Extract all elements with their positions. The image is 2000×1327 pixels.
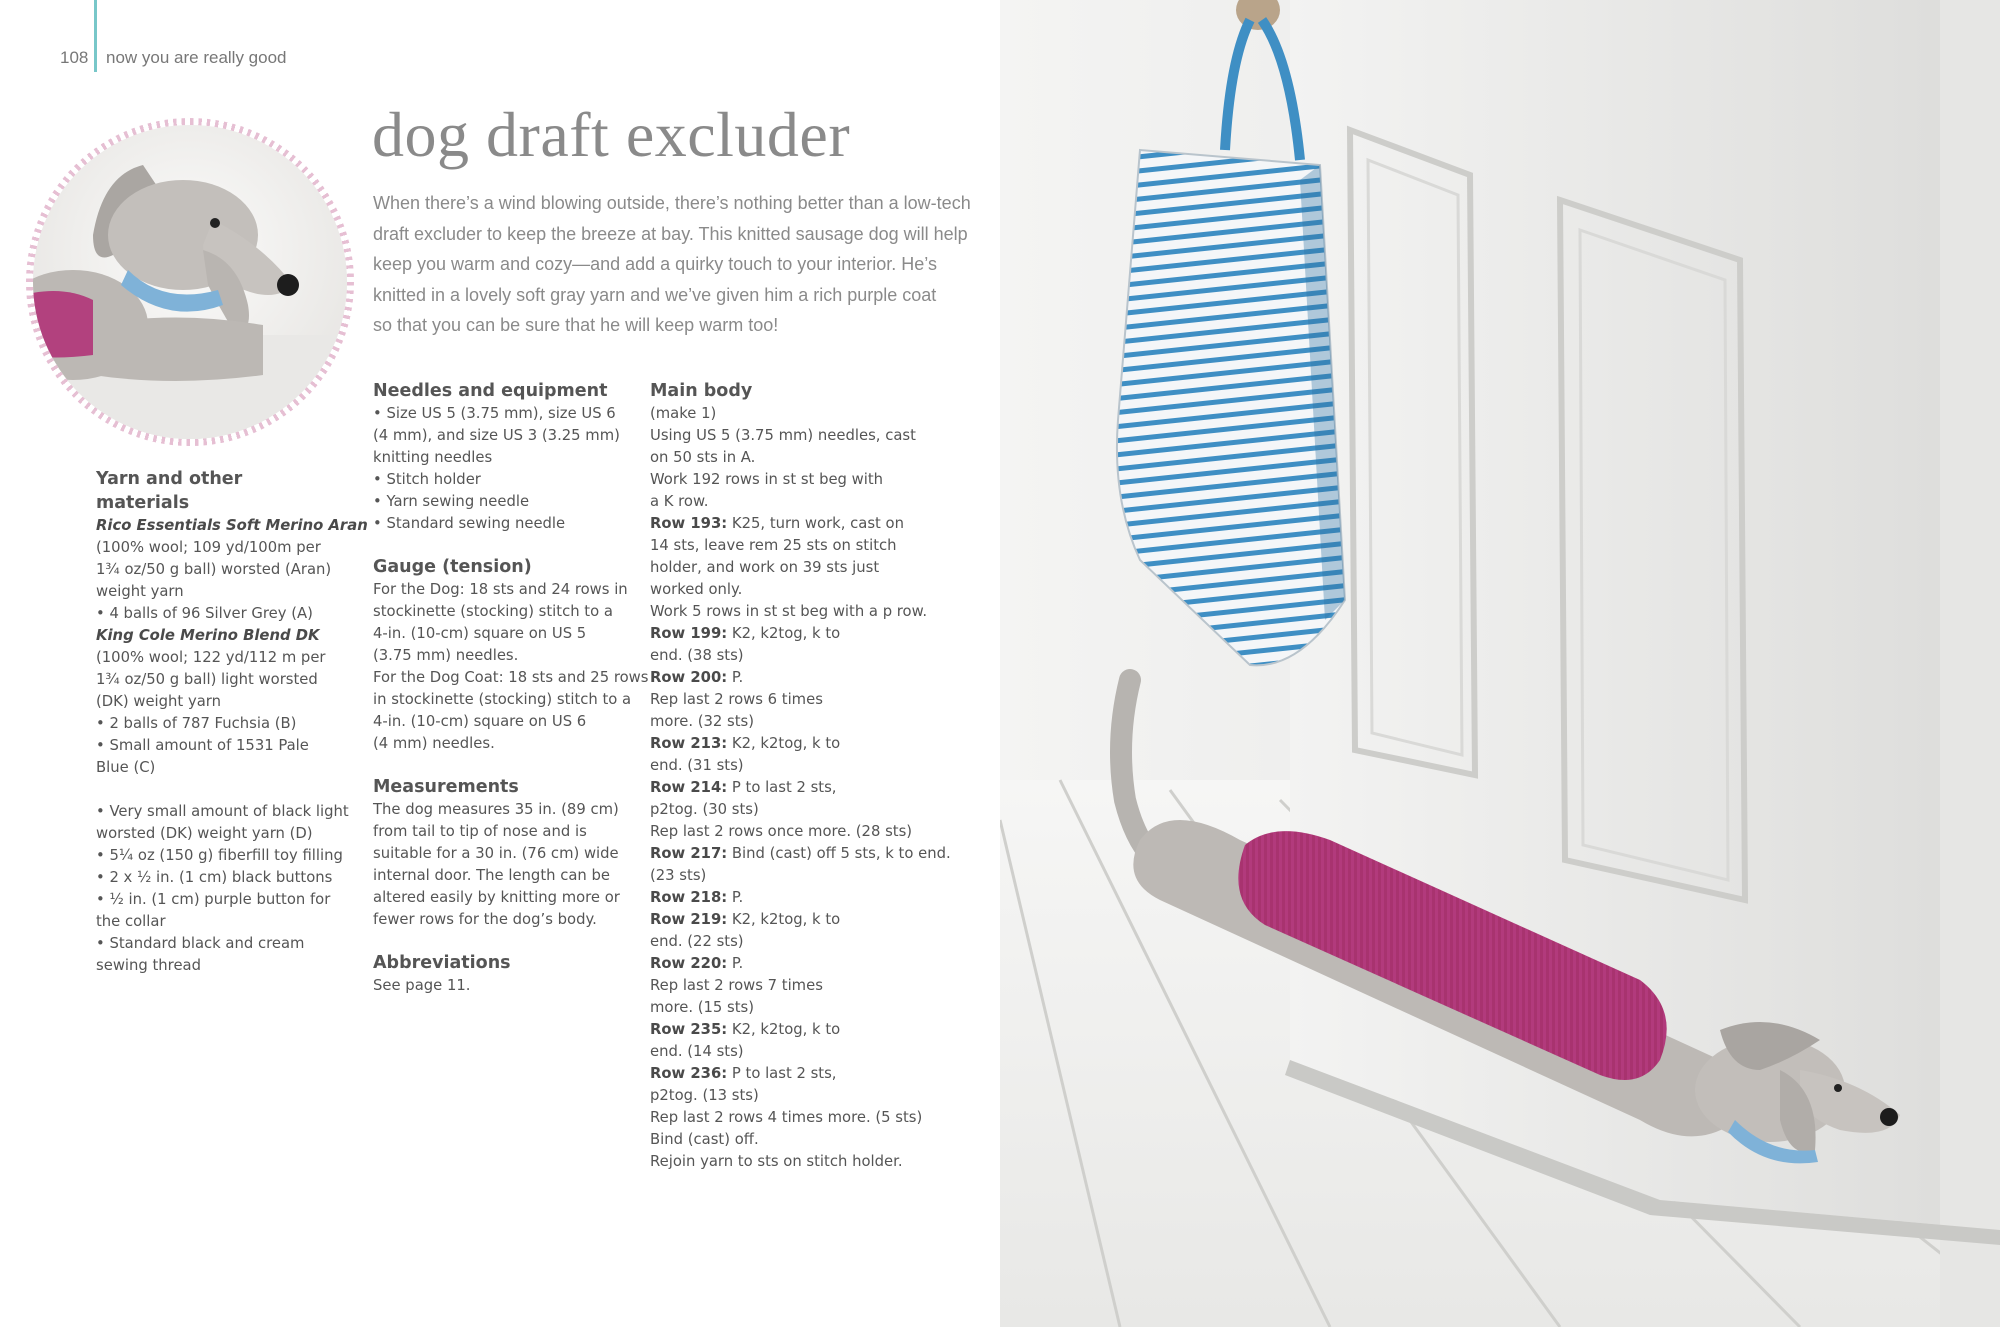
pattern-line	[650, 1129, 940, 1151]
gauge-line: stockinette (stocking) stitch to a	[373, 603, 613, 620]
row-text: Using US 5 (3.75 mm) needles, cast	[650, 427, 916, 444]
pattern-instructions	[650, 403, 951, 1173]
row-text: Rep last 2 rows 6 times	[650, 691, 823, 708]
needles-item: (4 mm), and size US 3 (3.25 mm)	[373, 427, 620, 444]
row-text: (23 sts)	[650, 867, 707, 884]
gauge-line: For the Dog: 18 sts and 24 rows in	[373, 581, 628, 598]
pattern-line	[650, 1151, 940, 1173]
row-label: Row 213:	[650, 735, 728, 752]
measurements-line: internal door. The length can be	[373, 867, 610, 884]
pattern-line	[650, 821, 940, 843]
main-body-column	[650, 379, 951, 1173]
pattern-line	[650, 1085, 940, 1107]
row-label: Row 199:	[650, 625, 728, 642]
pattern-line	[650, 1041, 940, 1063]
running-head: now you are really good	[106, 48, 287, 67]
row-text: more. (32 sts)	[650, 713, 755, 730]
pattern-line	[650, 601, 940, 623]
row-text: Work 192 rows in st st beg with	[650, 471, 884, 488]
material-item: • Standard black and cream	[96, 933, 336, 955]
material-item: • Small amount of 1531 Pale	[96, 735, 336, 757]
intro-paragraph	[373, 188, 971, 341]
pattern-line	[650, 557, 940, 579]
pattern-line	[650, 799, 940, 821]
needles-item: • Size US 5 (3.75 mm), size US 6	[373, 403, 633, 425]
row-text: K25, turn work, cast on	[727, 515, 904, 532]
accent-bar	[94, 0, 97, 72]
row-text: P to last 2 sts,	[727, 779, 837, 796]
row-label: Row 236:	[650, 1065, 728, 1082]
pattern-line	[650, 975, 940, 997]
needles-item: • Stitch holder	[373, 469, 633, 491]
pattern-line	[650, 997, 940, 1019]
pattern-line	[650, 667, 940, 689]
pattern-line	[650, 689, 940, 711]
row-text: K2, k2tog, k to	[727, 1021, 841, 1038]
hero-photo	[1000, 0, 2000, 1327]
main-body-heading: Main body	[650, 381, 753, 401]
row-text: on 50 sts in A.	[650, 449, 756, 466]
pattern-line	[650, 1107, 940, 1129]
materials-column	[96, 467, 368, 977]
yarn-description: (100% wool; 109 yd/100m per	[96, 539, 321, 556]
row-text: Bind (cast) off 5 sts, k to end.	[727, 845, 951, 862]
pattern-line	[650, 535, 940, 557]
dog-head-photo	[33, 125, 347, 439]
yarn-description: 1¾ oz/50 g ball) worsted (Aran)	[96, 561, 332, 578]
row-text: P.	[727, 889, 744, 906]
row-label: Row 200:	[650, 669, 728, 686]
pattern-line	[650, 1063, 940, 1085]
pattern-line	[650, 843, 951, 865]
door-scene-illustration	[1000, 0, 2000, 1327]
row-label: Row 218:	[650, 889, 728, 906]
gauge-line: 4-in. (10-cm) square on US 6	[373, 713, 587, 730]
pattern-line	[650, 513, 940, 535]
needles-item: • Standard sewing needle	[373, 513, 633, 535]
yarn-description: (DK) weight yarn	[96, 693, 221, 710]
equipment-column	[373, 379, 649, 997]
material-item: • 5¼ oz (150 g) fiberfill toy filling	[96, 845, 336, 867]
pattern-line	[650, 887, 940, 909]
gauge-heading: Gauge (tension)	[373, 557, 532, 577]
measurements-line: from tail to tip of nose and is	[373, 823, 587, 840]
row-text: Rep last 2 rows 7 times	[650, 977, 823, 994]
abbreviations-heading: Abbreviations	[373, 953, 511, 973]
yarn-description: 1¾ oz/50 g ball) light worsted	[96, 671, 318, 688]
material-item: • ½ in. (1 cm) purple button for	[96, 889, 336, 911]
measurements-line: fewer rows for the dog’s body.	[373, 911, 597, 928]
row-text: (make 1)	[650, 405, 717, 422]
needles-item: • Yarn sewing needle	[373, 491, 633, 513]
intro-line: so that you can be sure that he will keep warm too!	[373, 315, 779, 335]
row-text: P.	[727, 955, 744, 972]
pattern-line	[650, 469, 940, 491]
row-text: Rep last 2 rows once more. (28 sts)	[650, 823, 913, 840]
material-item: sewing thread	[96, 957, 202, 974]
gauge-line: in stockinette (stocking) stitch to a	[373, 691, 632, 708]
row-text: K2, k2tog, k to	[727, 911, 841, 928]
measurements-line: altered easily by knitting more or	[373, 889, 620, 906]
material-item: • 4 balls of 96 Silver Grey (A)	[96, 603, 336, 625]
measurements-line: suitable for a 30 in. (76 cm) wide	[373, 845, 619, 862]
measurements-heading: Measurements	[373, 777, 519, 797]
pattern-line	[650, 931, 940, 953]
row-text: a K row.	[650, 493, 709, 510]
row-text: Bind (cast) off.	[650, 1131, 759, 1148]
row-label: Row 193:	[650, 515, 728, 532]
row-text: P to last 2 sts,	[727, 1065, 837, 1082]
gauge-line: (4 mm) needles.	[373, 735, 495, 752]
pattern-line	[650, 865, 940, 887]
material-item: • 2 balls of 787 Fuchsia (B)	[96, 713, 336, 735]
needles-item: knitting needles	[373, 449, 493, 466]
intro-line: draft excluder to keep the breeze at bay. This knitted sausage dog will help	[373, 223, 968, 244]
row-text: P.	[727, 669, 744, 686]
pattern-line	[650, 909, 940, 931]
material-item: the collar	[96, 913, 166, 930]
pattern-line	[650, 711, 940, 733]
row-label: Row 219:	[650, 911, 728, 928]
pattern-line	[650, 623, 940, 645]
row-text: end. (38 sts)	[650, 647, 744, 664]
row-text: Rep last 2 rows 4 times more. (5 sts)	[650, 1109, 923, 1126]
row-label: Row 214:	[650, 779, 728, 796]
page-number: 108	[60, 48, 89, 67]
pattern-line	[650, 447, 940, 469]
material-item: Blue (C)	[96, 759, 156, 776]
row-text: end. (22 sts)	[650, 933, 744, 950]
page-title: dog draft excluder	[372, 99, 851, 170]
row-text: Work 5 rows in st st beg with a p row.	[650, 603, 928, 620]
yarn-description: (100% wool; 122 yd/112 m per	[96, 649, 326, 666]
row-text: K2, k2tog, k to	[727, 625, 841, 642]
yarn-name: Rico Essentials Soft Merino Aran	[96, 517, 368, 534]
materials-heading: Yarn and other materials	[96, 469, 243, 513]
row-text: p2tog. (13 sts)	[650, 1087, 759, 1104]
pattern-line	[650, 1019, 940, 1041]
row-text: more. (15 sts)	[650, 999, 755, 1016]
pattern-line	[650, 755, 940, 777]
material-item: worsted (DK) weight yarn (D)	[96, 825, 313, 842]
row-text: Rejoin yarn to sts on stitch holder.	[650, 1153, 903, 1170]
row-text: end. (31 sts)	[650, 757, 744, 774]
abbreviations-text: See page 11.	[373, 977, 471, 994]
row-text: end. (14 sts)	[650, 1043, 744, 1060]
row-label: Row 235:	[650, 1021, 728, 1038]
intro-line: knitted in a lovely soft gray yarn and we’ve given him a rich purple coat	[373, 284, 937, 305]
pattern-line	[650, 645, 940, 667]
needles-heading: Needles and equipment	[373, 381, 608, 401]
row-label: Row 220:	[650, 955, 728, 972]
row-text: p2tog. (30 sts)	[650, 801, 759, 818]
intro-line: When there’s a wind blowing outside, there’s nothing better than a low-tech	[373, 193, 971, 213]
row-text: K2, k2tog, k to	[727, 735, 841, 752]
dog-head-illustration	[33, 125, 347, 439]
row-text: worked only.	[650, 581, 743, 598]
pattern-line	[650, 777, 940, 799]
pattern-line	[650, 579, 940, 601]
row-label: Row 217:	[650, 845, 728, 862]
gauge-line: (3.75 mm) needles.	[373, 647, 519, 664]
pattern-line	[650, 491, 940, 513]
row-text: 14 sts, leave rem 25 sts on stitch	[650, 537, 897, 554]
intro-line: keep you warm and cozy—and add a quirky touch to your interior. He’s	[373, 254, 937, 274]
measurements-line: The dog measures 35 in. (89 cm)	[373, 801, 619, 818]
pattern-line	[650, 953, 940, 975]
pattern-line	[650, 425, 940, 447]
row-text: holder, and work on 39 sts just	[650, 559, 880, 576]
material-item: • Very small amount of black light	[96, 801, 336, 823]
yarn-name: King Cole Merino Blend DK	[96, 627, 320, 644]
gauge-line: 4-in. (10-cm) square on US 5	[373, 625, 587, 642]
pattern-line	[650, 403, 940, 425]
gauge-line: For the Dog Coat: 18 sts and 25 rows	[373, 669, 649, 686]
pattern-line	[650, 733, 940, 755]
yarn-description: weight yarn	[96, 583, 184, 600]
material-item: • 2 x ½ in. (1 cm) black buttons	[96, 867, 336, 889]
